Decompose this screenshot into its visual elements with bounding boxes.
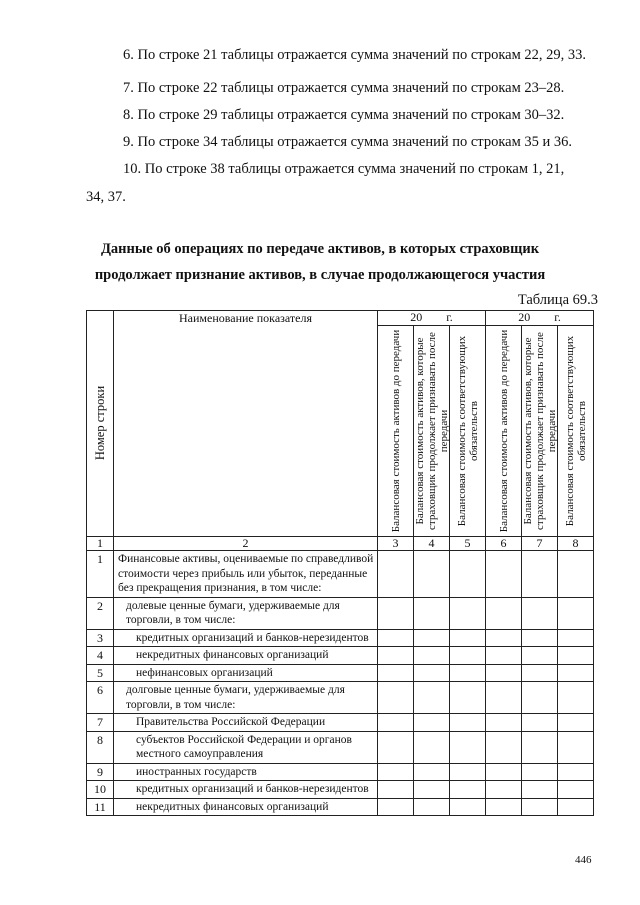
value-cell	[486, 647, 522, 665]
value-cell	[378, 714, 414, 732]
column-number: 3	[378, 537, 414, 551]
value-cell	[486, 798, 522, 816]
period-2-year-suffix: г.	[554, 310, 561, 324]
value-cell	[414, 647, 450, 665]
col-header-5	[450, 326, 486, 537]
row-number: 5	[87, 664, 114, 682]
value-cell	[414, 798, 450, 816]
value-cell	[486, 731, 522, 763]
col-header-8	[558, 326, 594, 537]
indicator-name-header: Наименование показателя	[114, 311, 378, 537]
row-indicator-name: Финансовые активы, оцениваемые по справедливой стоимости через прибыль или убыток, переданные без прекращения признания, в том числе:	[114, 551, 378, 598]
value-cell	[378, 798, 414, 816]
value-cell	[522, 629, 558, 647]
value-cell	[486, 763, 522, 781]
value-cell	[522, 597, 558, 629]
value-cell	[414, 763, 450, 781]
row-number-header-cell	[87, 311, 114, 537]
row-number: 2	[87, 597, 114, 629]
col-header-4-text: Балансовая стоимость активов, которые страховщик продолжает признавать после передачи	[413, 332, 450, 530]
col-header-5-text: Балансовая стоимость соответствующих обязательств	[455, 335, 480, 527]
value-cell	[486, 664, 522, 682]
table-row	[87, 731, 594, 763]
col-header-7	[522, 326, 558, 537]
col-header-4	[414, 326, 450, 537]
row-indicator-name: нефинансовых организаций	[114, 664, 378, 682]
table-row	[87, 664, 594, 682]
table-row	[87, 763, 594, 781]
value-cell	[414, 597, 450, 629]
col-header-8-text: Балансовая стоимость соответствующих обязательств	[563, 335, 588, 527]
value-cell	[522, 664, 558, 682]
row-number: 11	[87, 798, 114, 816]
value-cell	[558, 682, 594, 714]
paragraph-10: 10. По строке 38 таблицы отражается сумма значений по строкам 1, 21,	[123, 161, 565, 177]
row-indicator-name: иностранных государств	[114, 763, 378, 781]
column-number: 2	[114, 537, 378, 551]
value-cell	[450, 551, 486, 598]
col-header-7-text: Балансовая стоимость активов, которые страховщик продолжает признавать после передачи	[521, 332, 558, 530]
value-cell	[450, 781, 486, 799]
value-cell	[522, 682, 558, 714]
period-header-2	[486, 311, 594, 326]
period-header-1	[378, 311, 486, 326]
value-cell	[558, 629, 594, 647]
row-number: 3	[87, 629, 114, 647]
column-number: 8	[558, 537, 594, 551]
value-cell	[522, 551, 558, 598]
value-cell	[450, 597, 486, 629]
row-indicator-name: некредитных финансовых организаций	[114, 647, 378, 665]
assets-transfer-table	[86, 310, 594, 816]
value-cell	[378, 551, 414, 598]
value-cell	[378, 597, 414, 629]
value-cell	[486, 714, 522, 732]
value-cell	[558, 647, 594, 665]
value-cell	[450, 798, 486, 816]
column-number: 1	[87, 537, 114, 551]
column-number: 6	[486, 537, 522, 551]
row-indicator-name: долговые ценные бумаги, удерживаемые для торговли, в том числе:	[114, 682, 378, 714]
page-number: 446	[575, 854, 592, 866]
col-header-6-text: Балансовая стоимость активов до передачи	[497, 329, 510, 533]
value-cell	[414, 629, 450, 647]
row-indicator-name: некредитных финансовых организаций	[114, 798, 378, 816]
column-number: 7	[522, 537, 558, 551]
row-number: 1	[87, 551, 114, 598]
value-cell	[378, 763, 414, 781]
row-indicator-name: субъектов Российской Федерации и органов местного самоуправления	[114, 731, 378, 763]
value-cell	[558, 798, 594, 816]
value-cell	[414, 714, 450, 732]
column-number-row	[87, 537, 594, 551]
table-row	[87, 714, 594, 732]
table-heading-line-2: продолжает признание активов, в случае продолжающегося участия	[94, 267, 546, 283]
value-cell	[486, 551, 522, 598]
paragraph-7: 7. По строке 22 таблицы отражается сумма значений по строкам 23–28.	[123, 80, 565, 96]
value-cell	[522, 798, 558, 816]
paragraph-9: 9. По строке 34 таблицы отражается сумма значений по строкам 35 и 36.	[123, 134, 573, 150]
value-cell	[378, 682, 414, 714]
row-indicator-name: кредитных организаций и банков-нерезидентов	[114, 629, 378, 647]
table-row	[87, 682, 594, 714]
paragraph-10-continued: 34, 37.	[86, 189, 126, 205]
value-cell	[486, 682, 522, 714]
value-cell	[522, 763, 558, 781]
value-cell	[450, 647, 486, 665]
table-row	[87, 629, 594, 647]
value-cell	[522, 714, 558, 732]
table-row	[87, 551, 594, 598]
value-cell	[486, 781, 522, 799]
value-cell	[522, 647, 558, 665]
paragraph-6: 6. По строке 21 таблицы отражается сумма значений по строкам 22, 29, 33.	[123, 47, 587, 63]
col-header-3-text: Балансовая стоимость активов до передачи	[389, 329, 402, 533]
value-cell	[450, 731, 486, 763]
value-cell	[486, 629, 522, 647]
value-cell	[558, 731, 594, 763]
value-cell	[414, 682, 450, 714]
period-1-year-suffix: г.	[446, 310, 453, 324]
table-body	[87, 551, 594, 816]
row-number: 9	[87, 763, 114, 781]
value-cell	[558, 763, 594, 781]
value-cell	[450, 664, 486, 682]
value-cell	[378, 629, 414, 647]
value-cell	[378, 781, 414, 799]
value-cell	[414, 664, 450, 682]
value-cell	[450, 682, 486, 714]
col-header-3	[378, 326, 414, 537]
table-row	[87, 798, 594, 816]
column-number: 4	[414, 537, 450, 551]
value-cell	[522, 781, 558, 799]
table-row	[87, 781, 594, 799]
table-row	[87, 647, 594, 665]
value-cell	[414, 781, 450, 799]
value-cell	[450, 763, 486, 781]
value-cell	[450, 629, 486, 647]
value-cell	[522, 731, 558, 763]
period-2-year-prefix: 20	[518, 310, 531, 324]
value-cell	[378, 647, 414, 665]
table-heading-line-1: Данные об операциях по передаче активов, в которых страховщик	[100, 241, 540, 257]
row-number-header: Номер строки	[93, 385, 107, 461]
value-cell	[558, 781, 594, 799]
value-cell	[378, 731, 414, 763]
table-row	[87, 597, 594, 629]
table-label: Таблица 69.3	[517, 292, 598, 308]
value-cell	[486, 597, 522, 629]
row-indicator-name: долевые ценные бумаги, удерживаемые для торговли, в том числе:	[114, 597, 378, 629]
header-row-top	[87, 311, 594, 326]
row-number: 4	[87, 647, 114, 665]
period-1-year-prefix: 20	[410, 310, 423, 324]
value-cell	[558, 551, 594, 598]
col-header-6	[486, 326, 522, 537]
row-number: 6	[87, 682, 114, 714]
row-number: 7	[87, 714, 114, 732]
value-cell	[378, 664, 414, 682]
value-cell	[558, 664, 594, 682]
row-number: 8	[87, 731, 114, 763]
value-cell	[558, 597, 594, 629]
row-number: 10	[87, 781, 114, 799]
column-number: 5	[450, 537, 486, 551]
row-indicator-name: кредитных организаций и банков-нерезидентов	[114, 781, 378, 799]
value-cell	[414, 731, 450, 763]
row-indicator-name: Правительства Российской Федерации	[114, 714, 378, 732]
value-cell	[558, 714, 594, 732]
value-cell	[414, 551, 450, 598]
value-cell	[450, 714, 486, 732]
paragraph-8: 8. По строке 29 таблицы отражается сумма значений по строкам 30–32.	[123, 107, 565, 123]
